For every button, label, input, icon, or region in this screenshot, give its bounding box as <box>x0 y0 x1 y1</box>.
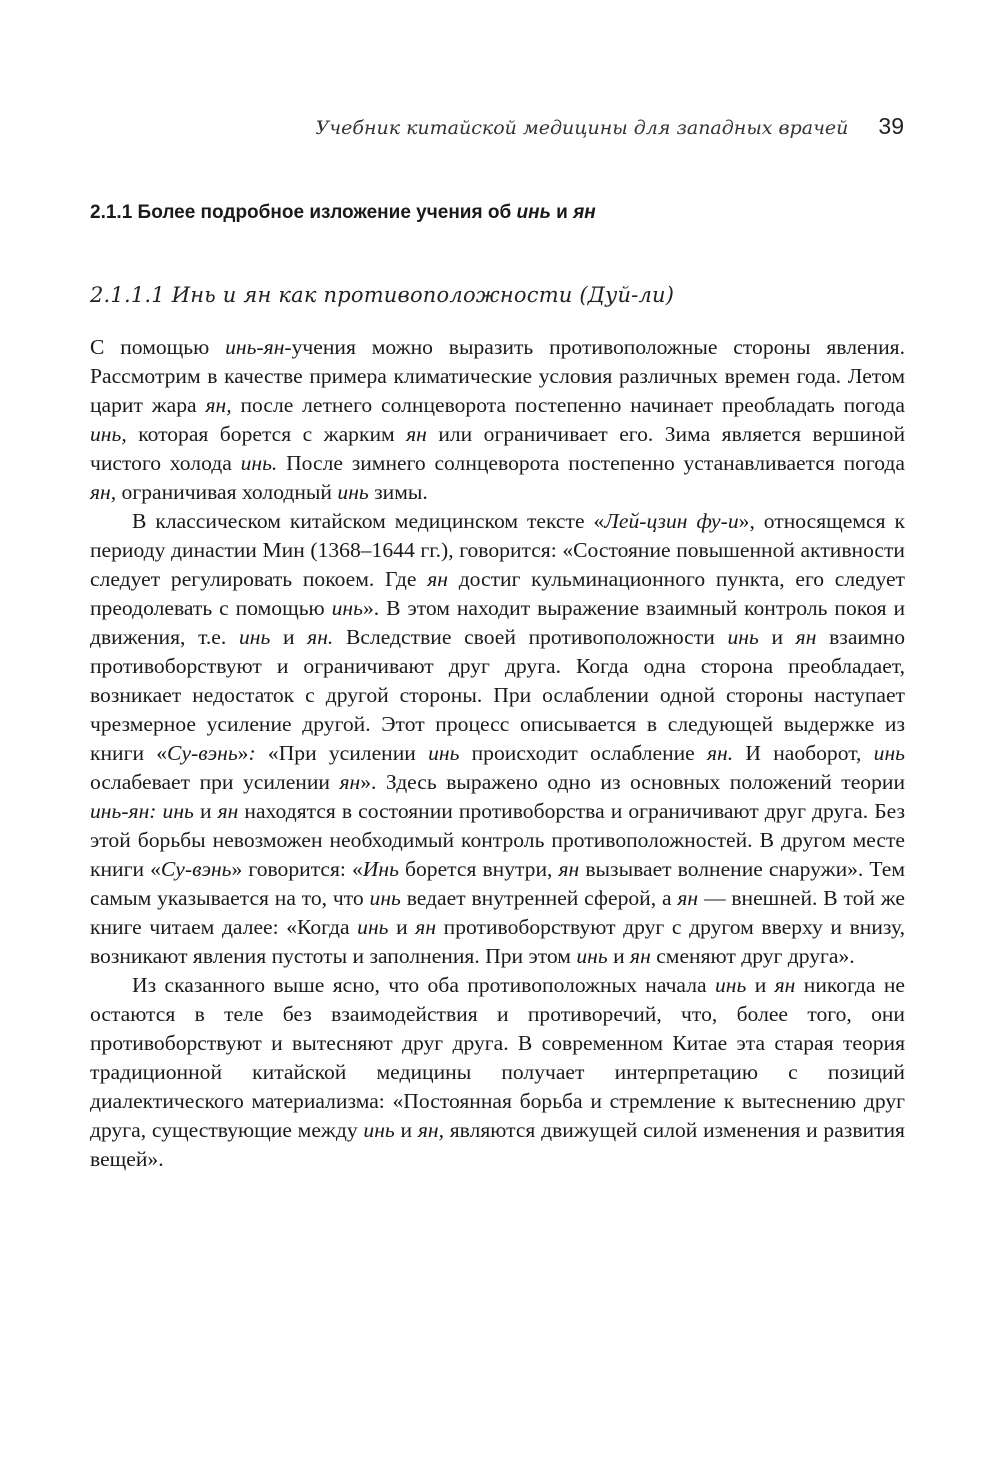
text-run: взаимно противоборствуют и ограничивают друг друга. Когда одна сторона преобладает, возникает недостаток с другой стороны. При ослаблении одной стороны наступает чрезмерное усиление другой. Этот процесс описывается в следующей выдержке из книги « <box>90 625 905 765</box>
text-run: ». В этом находит выражение взаимный контроль покоя и движения, т.е. <box>90 596 905 649</box>
italic-term: Су-вэнь <box>160 857 232 881</box>
text-run: » говорится: « <box>231 857 363 881</box>
text-run: ограничивая холодный <box>116 480 338 504</box>
italic-term: ян. <box>307 625 334 649</box>
text-run: В классическом китайском медицинском тексте « <box>132 509 605 533</box>
text-run: После зимнего солнцеворота постепенно устанавливается погода <box>277 451 906 475</box>
text-run: борется внутри, <box>398 857 559 881</box>
text-run: и <box>270 625 308 649</box>
italic-term: инь, <box>90 422 127 446</box>
text-run: — внешней. В той же книге читаем далее: «Когда <box>90 886 905 939</box>
italic-term: Лей-цзин фу-и <box>604 509 739 533</box>
text-run: И наоборот, <box>733 741 874 765</box>
text-run: достиг кульминационного пункта, его следует преодолевать с помощью <box>90 567 905 620</box>
italic-term: инь <box>873 741 906 765</box>
text-run: Из сказанного выше ясно, что оба противоположных начала <box>132 973 715 997</box>
italic-term: инь-ян <box>225 335 285 359</box>
italic-term: инь <box>714 973 747 997</box>
section-heading <box>90 202 596 224</box>
italic-term: ян <box>677 886 699 910</box>
paragraph-1 <box>90 333 905 507</box>
text-run: и <box>758 625 796 649</box>
page-number: 39 <box>878 113 904 139</box>
text-run: сменяют друг друга». <box>650 944 855 968</box>
section-heading-and: и <box>550 202 574 223</box>
italic-term: Инь <box>362 857 399 881</box>
text-run: -учения можно выразить противоположные стороны явления. Рассмотрим в качестве примера климатические условия различных времен года. Летом царит жара <box>90 335 905 417</box>
italic-term: Су-вэнь <box>167 741 238 765</box>
italic-term: ян, <box>205 393 232 417</box>
italic-term: инь <box>727 625 759 649</box>
text-run: зимы. <box>368 480 428 504</box>
italic-term: инь <box>357 915 389 939</box>
section-heading-text: 2.1.1 Более подробное изложение учения об <box>90 202 517 223</box>
italic-term: ян <box>795 625 817 649</box>
italic-term: ян <box>558 857 580 881</box>
italic-term: ян <box>415 915 437 939</box>
running-title: Учебник китайской медицины для западных врачей <box>315 117 849 139</box>
italic-term: ян, <box>417 1118 444 1142</box>
text-run: ». Здесь выражено одно из основных положений теории <box>360 770 906 794</box>
text-run: ведает внутренней сферой, а <box>400 886 678 910</box>
italic-term: ян <box>406 422 427 446</box>
section-heading-term-yin: инь <box>516 202 551 223</box>
paragraph-3 <box>90 971 905 1174</box>
text-run: после летнего солнцеворота постепенно начинает преобладать погода <box>231 393 905 417</box>
italic-term: инь <box>369 886 401 910</box>
text-run: вызывает волнение снаружи». Тем самым указывается на то, что <box>90 857 906 910</box>
italic-term: ян <box>339 770 361 794</box>
text-run: и <box>193 799 218 823</box>
italic-term: инь-ян: инь <box>90 799 194 823</box>
text-run: С помощью <box>90 335 226 359</box>
text-run: » <box>237 741 249 765</box>
paragraph-2 <box>90 507 905 971</box>
subsection-heading: 2.1.1.1 Инь и ян как противоположности (Дуй-ли) <box>90 283 675 307</box>
text-run: », относящемся к периоду династии Мин (1368–1644 гг.), говорится: «Состояние повышенной активности следует регулировать покоем. Где <box>90 509 905 591</box>
italic-term: ян <box>630 944 651 968</box>
italic-term: инь <box>337 480 369 504</box>
italic-term: ян <box>427 567 448 591</box>
text-run: и <box>607 944 631 968</box>
text-run: и <box>388 915 416 939</box>
running-header <box>90 113 904 140</box>
text-run: никогда не остаются в теле без взаимодействия и противоречий, что, более того, они противоборствуют и вытесняют друг друга. В современном Китае эта старая теория традиционной китайской медицины получает интерпретацию с позиций диалектического материализма: «Постоянная борьба и стремление к вытеснению друг друга, существующие между <box>90 973 905 1142</box>
text-run: и <box>746 973 775 997</box>
text-run: находятся в состоянии противоборства и ограничивают друг друга. Без этой борьбы невозможен необходимый контроль противоположностей. В другом месте книги « <box>90 799 905 881</box>
text-run: противоборствуют друг с другом вверху и внизу, возникают явления пустоты и заполнения. При этом <box>90 915 906 968</box>
text-run: или ограничивает его. Зима является вершиной чистого холода <box>90 422 905 475</box>
text-run: происходит ослабление <box>459 741 707 765</box>
italic-term: инь <box>576 944 608 968</box>
text-run: и <box>394 1118 418 1142</box>
text-run: ослабевает при усилении <box>90 770 340 794</box>
italic-term: ян <box>217 799 239 823</box>
italic-term: : <box>248 741 256 765</box>
italic-term: инь <box>363 1118 395 1142</box>
italic-term: инь <box>238 625 271 649</box>
italic-term: инь <box>428 741 460 765</box>
body-text <box>90 333 905 1174</box>
italic-term: ян, <box>90 480 117 504</box>
italic-term: инь. <box>240 451 278 475</box>
italic-term: инь <box>331 596 363 620</box>
section-heading-term-yang: ян <box>573 202 596 223</box>
text-run: «При усилении <box>255 741 429 765</box>
text-run: Вследствие своей противоположности <box>333 625 728 649</box>
italic-term: ян <box>774 973 796 997</box>
text-run: которая борется с жарким <box>126 422 407 446</box>
italic-term: ян. <box>707 741 734 765</box>
text-run: являются движущей силой изменения и развития вещей». <box>90 1118 905 1171</box>
